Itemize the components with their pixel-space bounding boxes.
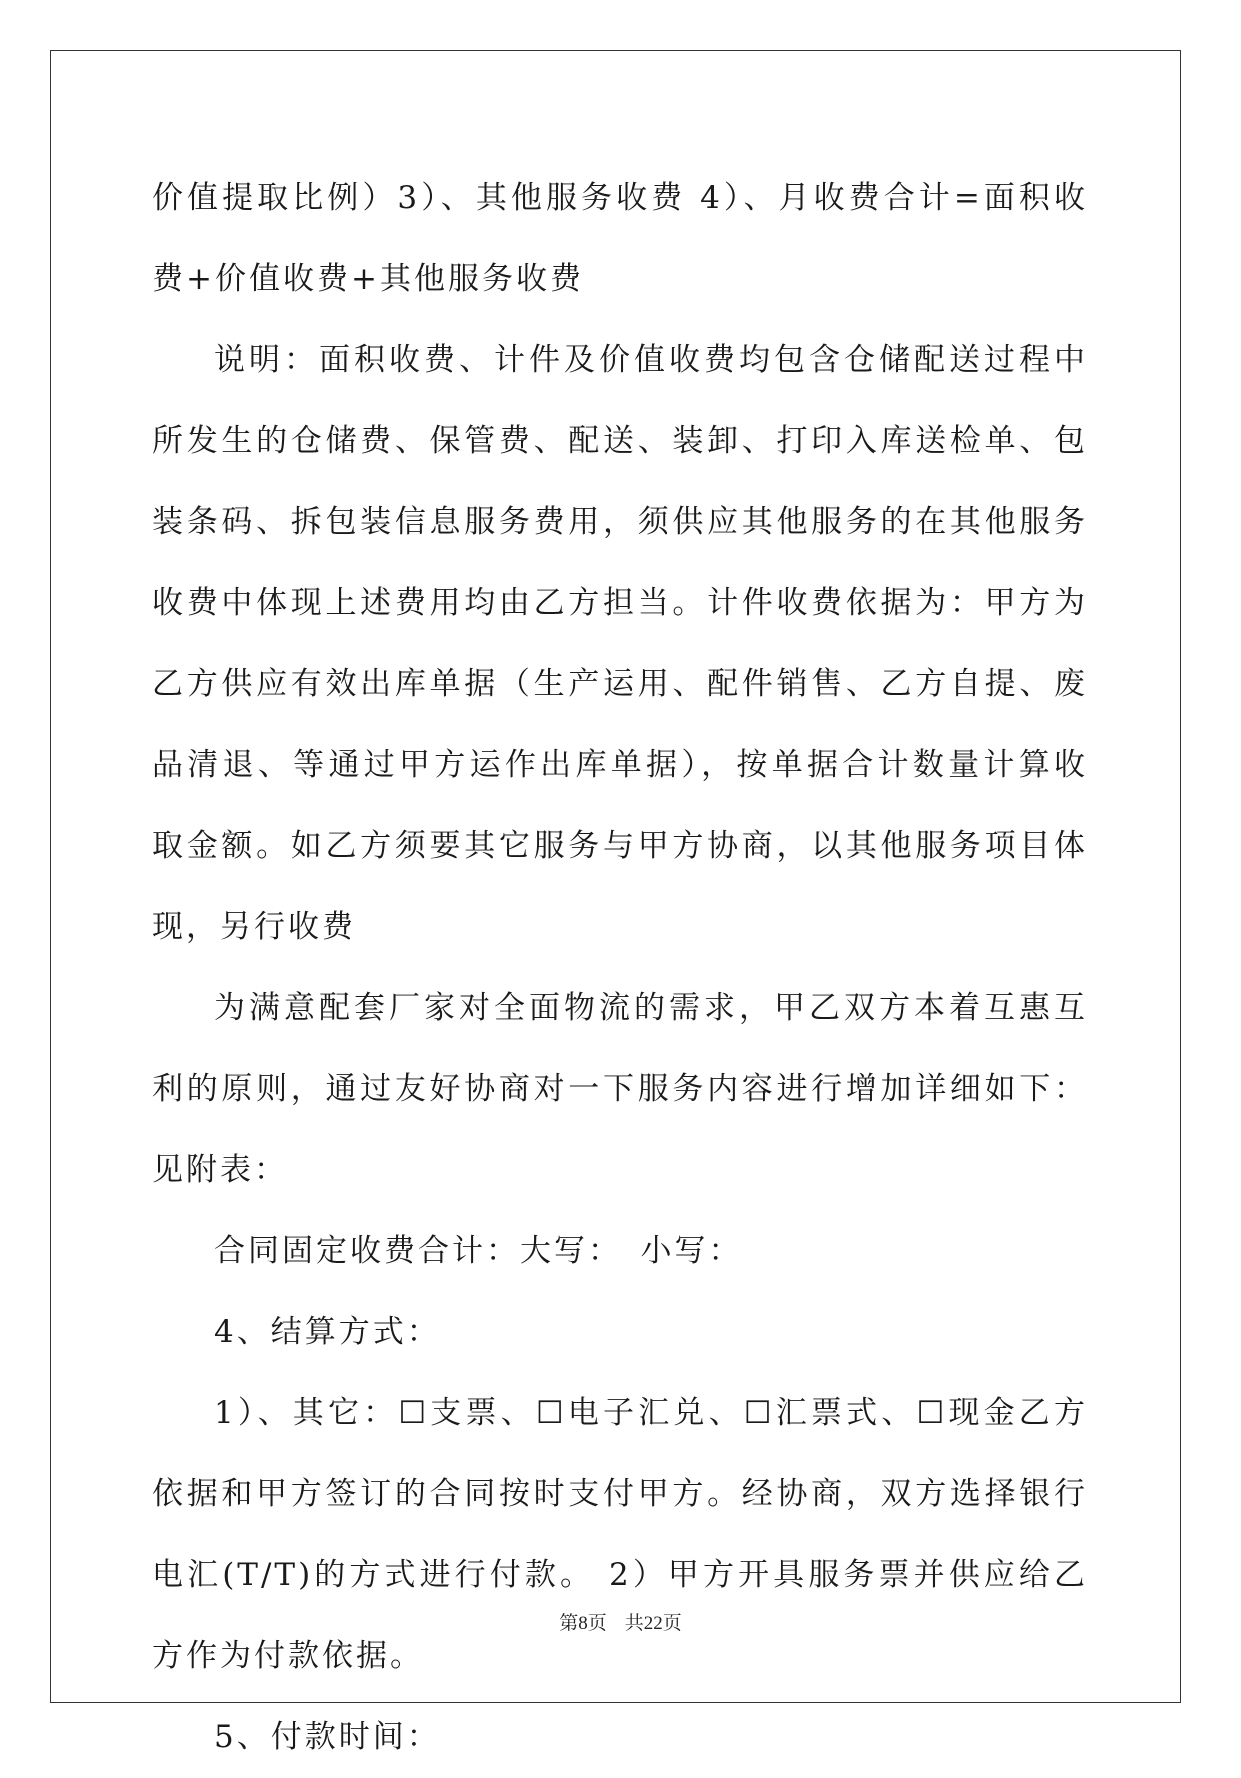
total-pages: 共22页 xyxy=(624,1613,682,1634)
paragraph-3: 为满意配套厂家对全面物流的需求，甲乙双方本着互惠互利的原则，通过友好协商对一下服务内容进行增加详细如下： 见附表： xyxy=(152,990,1088,1188)
paragraph-7: 5、付款时间： xyxy=(214,1719,441,1755)
document-body xyxy=(152,158,1088,1778)
paragraph-2: 说明：面积收费、计件及价值收费均包含仓储配送过程中所发生的仓储费、保管费、配送、装卸、打印入库送检单、包装条码、拆包装信息服务费用，须供应其他服务的在其他服务收费中体现上述费用均由乙方担当。计件收费依据为：甲方为乙方供应有效出库单据（生产运用、配件销售、乙方自提、废品清退、等通过甲方运作出库单据），按单据合计数量计算收取金额。如乙方须要其它服务与甲方协商，以其他服务项目体现，另行收费 xyxy=(152,342,1088,945)
paragraph-1: 价值提取比例）3）、其他服务收费 4）、月收费合计=面积收费+价值收费+其他服务收费 xyxy=(152,180,1088,297)
paragraph-6: 1）、其它：☐支票、☐电子汇兑、☐汇票式、☐现金乙方依据和甲方签订的合同按时支付甲方。经协商，双方选择银行电汇(T/T)的方式进行付款。 2）甲方开具服务票并供应给乙方作为付款依据。 xyxy=(152,1395,1088,1674)
page-footer xyxy=(0,1608,1241,1635)
paragraph-5: 4、结算方式： xyxy=(214,1314,441,1350)
paragraph-4: 合同固定收费合计：大写： 小写： xyxy=(214,1233,743,1269)
page-number: 第8页 xyxy=(559,1613,607,1634)
